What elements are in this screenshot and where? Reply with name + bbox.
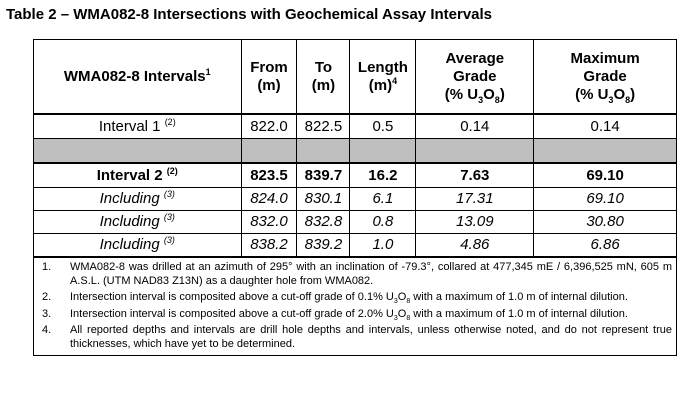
header-maximum-grade: Maximum Grade (% $U_3O_8$) xyxy=(534,40,677,115)
average-grade-value: 4.86 xyxy=(416,234,534,258)
footnotes xyxy=(34,257,677,356)
from-value: 838.2 xyxy=(241,234,297,258)
average-grade-value: 0.14 xyxy=(416,114,534,139)
table-row xyxy=(34,163,677,188)
average-grade-value: 17.31 xyxy=(416,188,534,211)
maximum-grade-value: 6.86 xyxy=(534,234,677,258)
header-row xyxy=(34,40,677,115)
header-from: From (m) xyxy=(241,40,297,115)
assay-table xyxy=(33,39,677,356)
notes-row xyxy=(34,257,677,356)
from-value: 824.0 xyxy=(241,188,297,211)
length-value: 0.5 xyxy=(350,114,416,139)
average-grade-value: 7.63 xyxy=(416,163,534,188)
from-value: 822.0 xyxy=(241,114,297,139)
table-row xyxy=(34,114,677,139)
length-value: 0.8 xyxy=(350,211,416,234)
maximum-grade-value: 0.14 xyxy=(534,114,677,139)
from-value: 823.5 xyxy=(241,163,297,188)
length-value: 1.0 xyxy=(350,234,416,258)
interval-label: Including $^{(3)}$ xyxy=(34,188,242,211)
from-value: 832.0 xyxy=(241,211,297,234)
to-value: 830.1 xyxy=(297,188,350,211)
to-value: 839.2 xyxy=(297,234,350,258)
footnote: 2. Intersection interval is composited above a cut-off grade of 0.1% $U_3O_8$ with a maximum of 1.0 m of internal dilution. xyxy=(42,291,628,306)
table-row xyxy=(34,188,677,211)
header-intervals: WMA082-8 Intervals$^1$ xyxy=(34,40,242,115)
maximum-grade-value: 30.80 xyxy=(534,211,677,234)
footnote: 3. Intersection interval is composited above a cut-off grade of 2.0% $U_3O_8$ with a maximum of 1.0 m of internal dilution. xyxy=(42,307,628,322)
header-length: Length $(m)^4$ xyxy=(350,40,416,115)
interval-label: Interval 1 $^{(2)}$ xyxy=(34,114,242,139)
to-value: 839.7 xyxy=(297,163,350,188)
table-row xyxy=(34,234,677,258)
footnote: 1. WMA082-8 was drilled at an azimuth of 295° with an inclination of -79.3°, collared at 477,345 mE / 6,396,525 mN, 605 m A.S.L. (UTM NAD83 Z13N) as a daughter hole from WMA082. xyxy=(42,261,672,287)
footnote: 4. All reported depths and intervals are drill hole depths and intervals, unless otherwise noted, and do not represent true thicknesses, which have yet to be determined. xyxy=(42,324,672,350)
interval-label: Interval 2 $^{(2)}$ xyxy=(34,163,242,188)
to-value: 832.8 xyxy=(297,211,350,234)
interval-label: Including $^{(3)}$ xyxy=(34,234,242,258)
interval-label: Including $^{(3)}$ xyxy=(34,211,242,234)
length-value: 16.2 xyxy=(350,163,416,188)
table-title: Table 2 – WMA082-8 Intersections with Geochemical Assay Intervals xyxy=(6,6,493,23)
table-row xyxy=(34,211,677,234)
maximum-grade-value: 69.10 xyxy=(534,163,677,188)
maximum-grade-value: 69.10 xyxy=(534,188,677,211)
separator-row xyxy=(34,139,677,164)
average-grade-value: 13.09 xyxy=(416,211,534,234)
header-to: To (m) xyxy=(297,40,350,115)
header-average-grade: Average Grade (% $U_3O_8$) xyxy=(416,40,534,115)
length-value: 6.1 xyxy=(350,188,416,211)
to-value: 822.5 xyxy=(297,114,350,139)
